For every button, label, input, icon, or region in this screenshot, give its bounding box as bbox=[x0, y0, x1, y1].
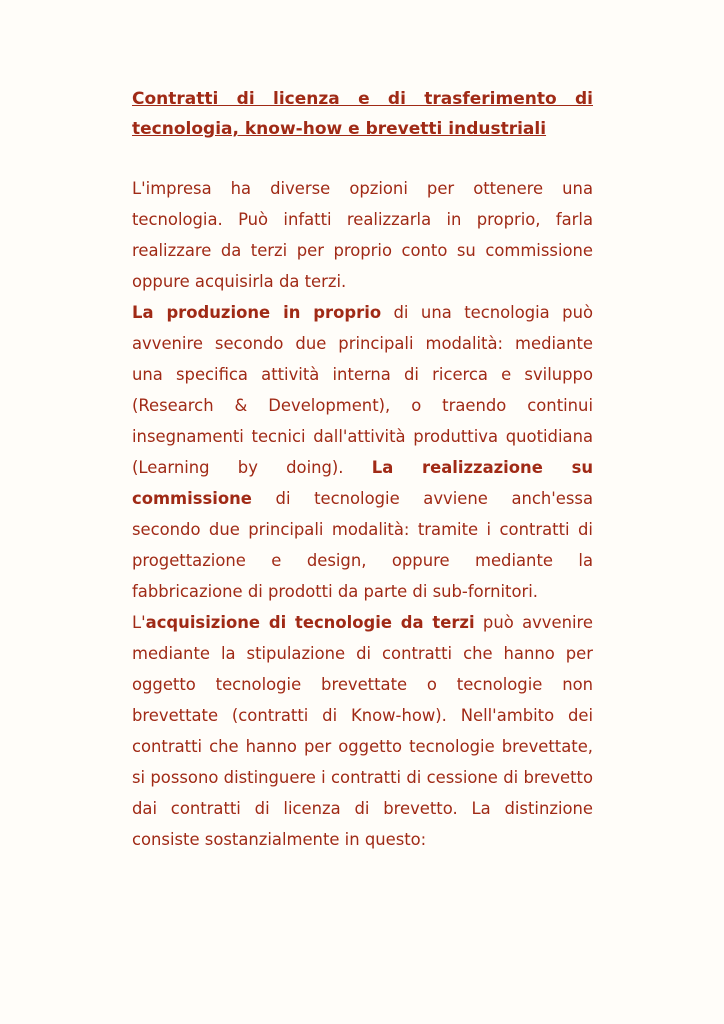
document-title: Contratti di licenza e di trasferimento di tecnologia, know-how e brevetti industriali bbox=[132, 89, 593, 139]
paragraph-intro: L'impresa ha diverse opzioni per ottenere una tecnologia. Può infatti realizzarla in proprio, farla realizzare da terzi per proprio conto su commissione oppure acquisirla da terzi. bbox=[132, 179, 593, 291]
document-page bbox=[132, 84, 593, 855]
paragraph-acquisition bbox=[132, 607, 593, 855]
paragraph-production-text: di una tecnologia può avvenire secondo due principali modalità: mediante una specifica attività interna di ricerca e sviluppo (Research & Development), o traendo continui insegnamenti tecnici dall'attività produttiva quotidiana (Learning by doing). bbox=[132, 303, 593, 477]
paragraph-commission-text: di tecnologie avviene anch'essa secondo due principali modalità: tramite i contratti di progettazione e design, oppure mediante la fabbricazione di prodotti da parte di sub-fornitori. bbox=[132, 489, 593, 601]
paragraph-acquisition-prefix: L' bbox=[132, 613, 146, 632]
paragraph-production bbox=[132, 297, 593, 607]
bold-phrase-production: La produzione in proprio bbox=[132, 303, 382, 322]
bold-phrase-acquisition: acquisizione di tecnologie da terzi bbox=[145, 613, 475, 632]
bold-phrase-commission: La realizzazione su commissione bbox=[132, 458, 594, 508]
paragraph-acquisition-text: può avvenire mediante la stipulazione di contratti che hanno per oggetto tecnologie brevettate o tecnologie non brevettate (contratti di Know-how). Nell'ambito dei contratti che hanno per oggetto tecnologie brevettate, si possono distinguere i contratti di cessione di brevetto dai contratti di licenza di brevetto. La distinzione consiste sostanzialmente in questo: bbox=[132, 613, 593, 849]
